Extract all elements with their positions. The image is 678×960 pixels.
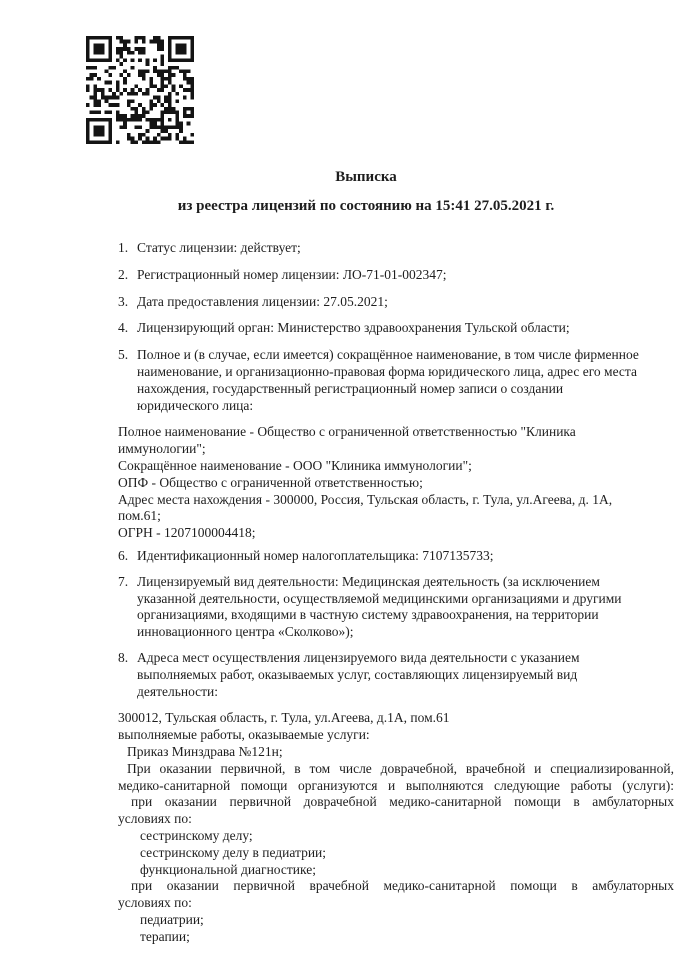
text-line: условиях по: <box>118 811 192 827</box>
text-line: Статус лицензии: действует; <box>137 240 301 255</box>
text-line: Идентификационный номер налогоплательщика: 7107135733; <box>137 547 494 563</box>
text-line: при оказании первичной врачебной медико-санитарной помощи в амбулаторных <box>131 878 674 894</box>
org-full-name-line: иммунологии"; <box>118 441 206 457</box>
text-line: Лицензируемый вид деятельности: Медицинская деятельность (за исключением <box>137 573 600 589</box>
works-services-heading: выполняемые работы, оказываемые услуги: <box>118 727 370 743</box>
text-line: наименование, и организационно-правовая форма юридического лица, адрес его места <box>137 363 637 379</box>
item-org-name-heading <box>118 347 674 414</box>
text-line: Адреса мест осуществления лицензируемого вида деятельности с указанием <box>137 649 580 665</box>
text-line: Регистрационный номер лицензии: ЛО-71-01-002347; <box>137 266 447 282</box>
org-full-name-line: Полное наименование - Общество с ограниченной ответственностью "Клиника <box>118 424 576 440</box>
text-line: медико-санитарной помощи организуются и выполняются следующие работы (услуги): <box>118 777 674 793</box>
text-line: При оказании первичной, в том числе доврачебной, врачебной и специализированной, <box>127 760 674 776</box>
item-license-status <box>118 240 674 257</box>
org-legal-form-line: ОПФ - Общество с ограниченной ответственностью; <box>118 474 423 490</box>
item-number: 3. <box>118 293 129 309</box>
service-list-item: педиатрии; <box>140 911 204 927</box>
text-line: Лицензирующий орган: Министерство здравоохранения Тульской области; <box>137 320 570 336</box>
text-line: нахождения, государственный регистрационный номер записи о создании <box>137 380 564 396</box>
item-number: 6. <box>118 547 129 563</box>
doc-subtitle: из реестра лицензий по состоянию на 15:41 27.05.2021 г. <box>177 198 555 214</box>
item-inn <box>118 548 674 565</box>
service-list-item: сестринскому делу; <box>140 827 253 843</box>
service-list-item: терапии; <box>140 928 190 944</box>
text-line: Дата предоставления лицензии: 27.05.2021; <box>137 293 388 309</box>
item-number: 7. <box>118 573 129 589</box>
item-licensing-authority <box>118 320 674 337</box>
text-line: условиях по: <box>118 895 192 911</box>
org-short-name-line: Сокращённое наименование - ООО "Клиника иммунологии"; <box>118 457 472 473</box>
item-number: 8. <box>118 649 129 665</box>
item-license-number <box>118 267 674 284</box>
text-line: деятельности: <box>137 683 219 699</box>
activity-address-line: 300012, Тульская область, г. Тула, ул.Агеева, д.1А, пом.61 <box>118 710 450 726</box>
qr-code <box>85 36 195 144</box>
text-line: инновационного центра «Сколково»); <box>137 624 354 640</box>
text-line: указанной деятельности, осуществляемой медицинскими организациями и другими <box>137 590 622 606</box>
text-line: организациями, входящими в частную систему здравоохранения, на территории <box>137 607 599 623</box>
item-licensed-activity <box>118 574 674 641</box>
text-line: выполняемых работ, оказываемых услуг, составляющих лицензируемый вид <box>137 666 578 682</box>
org-details-block <box>118 424 674 542</box>
doc-body <box>118 240 674 945</box>
item-activity-addresses <box>118 650 674 700</box>
works-services-block <box>118 710 674 945</box>
qr-code-image <box>85 36 195 144</box>
item-number: 1. <box>118 240 129 255</box>
org-ogrn-line: ОГРН - 1207100004418; <box>118 525 256 541</box>
order-reference-line: Приказ Минздрава №121н; <box>127 743 283 759</box>
org-address-line: Адрес места нахождения - 300000, Россия, Тульская область, г. Тула, ул.Агеева, д. 1А, <box>118 491 613 507</box>
item-number: 5. <box>118 347 129 363</box>
service-list-item: функциональной диагностике; <box>140 861 316 877</box>
item-number: 2. <box>118 266 129 282</box>
text-line: при оказании первичной доврачебной медико-санитарной помощи в амбулаторных <box>131 794 674 810</box>
item-license-date <box>118 294 674 311</box>
item-number: 4. <box>118 320 129 336</box>
doc-title: Выписка <box>335 169 397 185</box>
service-list-item: сестринскому делу в педиатрии; <box>140 844 327 860</box>
org-address-line: пом.61; <box>118 508 161 524</box>
text-line: Полное и (в случае, если имеется) сокращённое наименование, в том числе фирменное <box>137 347 639 363</box>
text-line: юридического лица: <box>137 397 254 413</box>
